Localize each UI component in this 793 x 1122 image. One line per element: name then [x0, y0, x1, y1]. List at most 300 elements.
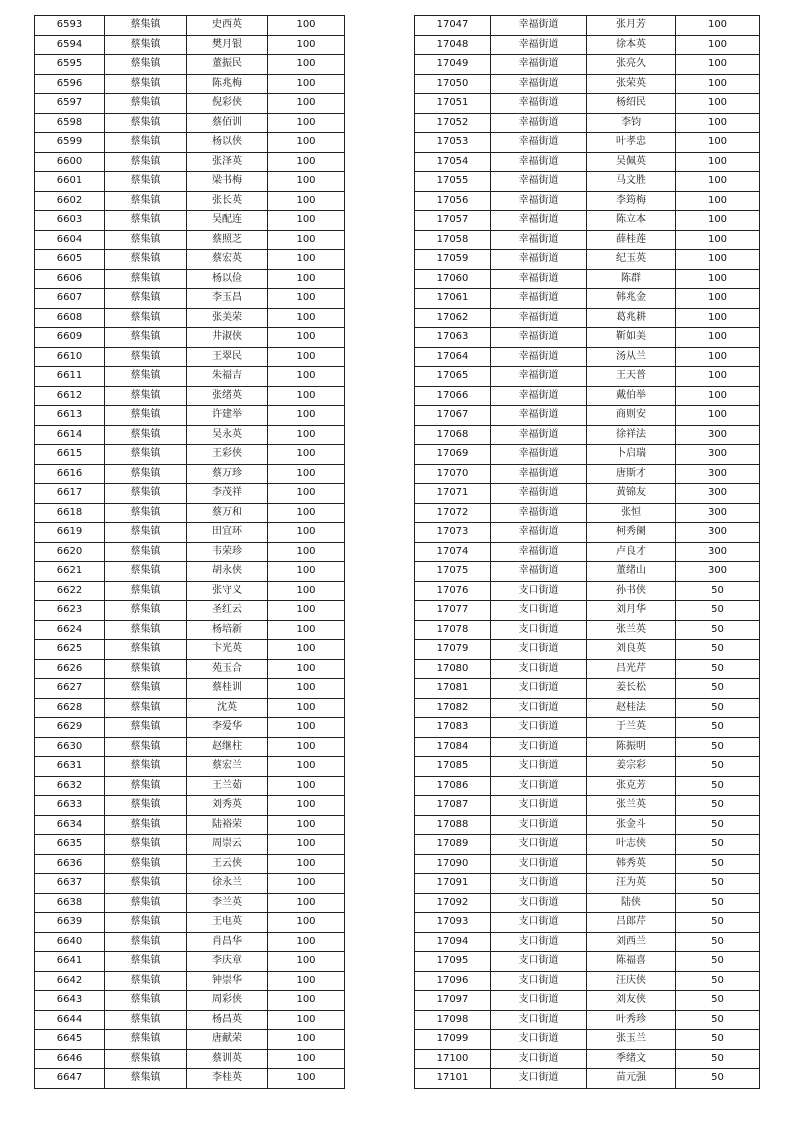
- name-cell: 韩秀英: [587, 854, 676, 874]
- amount-cell: 50: [676, 991, 760, 1011]
- amount-cell: 100: [676, 211, 760, 231]
- serial-number-cell: 6593: [35, 16, 105, 36]
- amount-cell: 50: [676, 854, 760, 874]
- name-cell: 商则安: [587, 406, 676, 426]
- serial-number-cell: 17078: [415, 620, 491, 640]
- table-row: [415, 74, 760, 94]
- name-cell: 胡永侠: [187, 562, 268, 582]
- name-cell: 张兰英: [587, 620, 676, 640]
- district-cell: 蔡集镇: [105, 913, 187, 933]
- district-cell: 蔡集镇: [105, 191, 187, 211]
- serial-number-cell: 17076: [415, 581, 491, 601]
- amount-cell: 100: [268, 464, 345, 484]
- table-row: [415, 1069, 760, 1089]
- name-cell: 张克芳: [587, 776, 676, 796]
- serial-number-cell: 17054: [415, 152, 491, 172]
- table-row: [415, 328, 760, 348]
- name-cell: 汪庆侠: [587, 971, 676, 991]
- serial-number-cell: 6647: [35, 1069, 105, 1089]
- amount-cell: 50: [676, 874, 760, 894]
- amount-cell: 100: [268, 815, 345, 835]
- table-row: [35, 464, 345, 484]
- table-row: [415, 835, 760, 855]
- district-cell: 蔡集镇: [105, 815, 187, 835]
- serial-number-cell: 6607: [35, 289, 105, 309]
- district-cell: 幸福街道: [491, 250, 587, 270]
- table-row: [415, 35, 760, 55]
- amount-cell: 100: [676, 289, 760, 309]
- name-cell: 叶孝忠: [587, 133, 676, 153]
- table-row: [415, 854, 760, 874]
- district-cell: 幸福街道: [491, 230, 587, 250]
- table-row: [35, 854, 345, 874]
- table-row: [35, 113, 345, 133]
- serial-number-cell: 17096: [415, 971, 491, 991]
- serial-number-cell: 17095: [415, 952, 491, 972]
- serial-number-cell: 17086: [415, 776, 491, 796]
- serial-number-cell: 6595: [35, 55, 105, 75]
- serial-number-cell: 6597: [35, 94, 105, 114]
- district-cell: 幸福街道: [491, 386, 587, 406]
- serial-number-cell: 6609: [35, 328, 105, 348]
- district-cell: 蔡集镇: [105, 854, 187, 874]
- name-cell: 李爱华: [187, 718, 268, 738]
- amount-cell: 300: [676, 464, 760, 484]
- district-cell: 幸福街道: [491, 503, 587, 523]
- table-row: [415, 542, 760, 562]
- table-row: [415, 503, 760, 523]
- amount-cell: 50: [676, 679, 760, 699]
- district-cell: 幸福街道: [491, 16, 587, 36]
- table-row: [415, 386, 760, 406]
- amount-cell: 100: [268, 640, 345, 660]
- amount-cell: 100: [268, 152, 345, 172]
- district-cell: 蔡集镇: [105, 893, 187, 913]
- name-cell: 姜长松: [587, 679, 676, 699]
- amount-cell: 100: [268, 406, 345, 426]
- amount-cell: 100: [268, 854, 345, 874]
- right-roster-table: [414, 15, 760, 1089]
- district-cell: 支口街道: [491, 835, 587, 855]
- amount-cell: 100: [268, 269, 345, 289]
- amount-cell: 100: [676, 94, 760, 114]
- table-row: [35, 952, 345, 972]
- amount-cell: 300: [676, 523, 760, 543]
- amount-cell: 100: [268, 484, 345, 504]
- district-cell: 支口街道: [491, 1010, 587, 1030]
- name-cell: 圣红云: [187, 601, 268, 621]
- table-row: [35, 406, 345, 426]
- name-cell: 张金斗: [587, 815, 676, 835]
- name-cell: 唐献荣: [187, 1030, 268, 1050]
- name-cell: 于兰英: [587, 718, 676, 738]
- name-cell: 叶志侠: [587, 835, 676, 855]
- amount-cell: 50: [676, 659, 760, 679]
- table-row: [415, 191, 760, 211]
- amount-cell: 50: [676, 601, 760, 621]
- table-row: [35, 35, 345, 55]
- amount-cell: 100: [268, 503, 345, 523]
- name-cell: 张守义: [187, 581, 268, 601]
- table-row: [415, 640, 760, 660]
- amount-cell: 50: [676, 718, 760, 738]
- district-cell: 幸福街道: [491, 523, 587, 543]
- district-cell: 幸福街道: [491, 425, 587, 445]
- table-row: [35, 230, 345, 250]
- amount-cell: 100: [268, 523, 345, 543]
- name-cell: 苗元强: [587, 1069, 676, 1089]
- table-row: [415, 620, 760, 640]
- name-cell: 杨绍民: [587, 94, 676, 114]
- serial-number-cell: 6613: [35, 406, 105, 426]
- serial-number-cell: 17081: [415, 679, 491, 699]
- table-row: [415, 464, 760, 484]
- serial-number-cell: 17048: [415, 35, 491, 55]
- name-cell: 唐斯才: [587, 464, 676, 484]
- table-row: [35, 913, 345, 933]
- table-row: [415, 55, 760, 75]
- name-cell: 陈兆梅: [187, 74, 268, 94]
- district-cell: 蔡集镇: [105, 445, 187, 465]
- serial-number-cell: 6594: [35, 35, 105, 55]
- name-cell: 王电英: [187, 913, 268, 933]
- district-cell: 幸福街道: [491, 562, 587, 582]
- name-cell: 陆裕荣: [187, 815, 268, 835]
- name-cell: 蔡宏兰: [187, 757, 268, 777]
- serial-number-cell: 6632: [35, 776, 105, 796]
- table-row: [35, 484, 345, 504]
- serial-number-cell: 6605: [35, 250, 105, 270]
- district-cell: 支口街道: [491, 737, 587, 757]
- district-cell: 幸福街道: [491, 542, 587, 562]
- name-cell: 梁书梅: [187, 172, 268, 192]
- serial-number-cell: 17092: [415, 893, 491, 913]
- district-cell: 蔡集镇: [105, 1069, 187, 1089]
- table-row: [415, 1049, 760, 1069]
- table-row: [415, 289, 760, 309]
- district-cell: 蔡集镇: [105, 347, 187, 367]
- amount-cell: 100: [676, 191, 760, 211]
- district-cell: 蔡集镇: [105, 640, 187, 660]
- table-row: [415, 230, 760, 250]
- table-row: [35, 874, 345, 894]
- serial-number-cell: 17049: [415, 55, 491, 75]
- district-cell: 支口街道: [491, 1069, 587, 1089]
- amount-cell: 100: [268, 991, 345, 1011]
- district-cell: 支口街道: [491, 893, 587, 913]
- table-row: [35, 1049, 345, 1069]
- serial-number-cell: 6604: [35, 230, 105, 250]
- name-cell: 蔡万和: [187, 503, 268, 523]
- name-cell: 蔡桂训: [187, 679, 268, 699]
- district-cell: 支口街道: [491, 1030, 587, 1050]
- district-cell: 蔡集镇: [105, 757, 187, 777]
- name-cell: 薛桂莲: [587, 230, 676, 250]
- amount-cell: 50: [676, 971, 760, 991]
- district-cell: 支口街道: [491, 620, 587, 640]
- name-cell: 柯秀阑: [587, 523, 676, 543]
- table-row: [415, 250, 760, 270]
- name-cell: 苑玉合: [187, 659, 268, 679]
- table-row: [415, 815, 760, 835]
- table-row: [35, 815, 345, 835]
- amount-cell: 100: [268, 679, 345, 699]
- name-cell: 陆侠: [587, 893, 676, 913]
- name-cell: 纪玉英: [587, 250, 676, 270]
- district-cell: 蔡集镇: [105, 74, 187, 94]
- name-cell: 张长英: [187, 191, 268, 211]
- amount-cell: 100: [676, 133, 760, 153]
- serial-number-cell: 6646: [35, 1049, 105, 1069]
- district-cell: 幸福街道: [491, 289, 587, 309]
- district-cell: 支口街道: [491, 679, 587, 699]
- name-cell: 肖昌华: [187, 932, 268, 952]
- name-cell: 刘友侠: [587, 991, 676, 1011]
- amount-cell: 50: [676, 737, 760, 757]
- table-row: [35, 191, 345, 211]
- table-row: [35, 16, 345, 36]
- district-cell: 幸福街道: [491, 464, 587, 484]
- table-row: [35, 776, 345, 796]
- name-cell: 陈群: [587, 269, 676, 289]
- amount-cell: 100: [268, 932, 345, 952]
- amount-cell: 100: [268, 893, 345, 913]
- name-cell: 周彩侠: [187, 991, 268, 1011]
- amount-cell: 100: [268, 308, 345, 328]
- table-row: [415, 971, 760, 991]
- amount-cell: 50: [676, 698, 760, 718]
- district-cell: 支口街道: [491, 776, 587, 796]
- serial-number-cell: 6627: [35, 679, 105, 699]
- amount-cell: 100: [268, 74, 345, 94]
- amount-cell: 300: [676, 445, 760, 465]
- table-row: [35, 796, 345, 816]
- name-cell: 张绪英: [187, 386, 268, 406]
- table-row: [415, 1030, 760, 1050]
- district-cell: 支口街道: [491, 991, 587, 1011]
- amount-cell: 100: [676, 308, 760, 328]
- serial-number-cell: 17099: [415, 1030, 491, 1050]
- district-cell: 蔡集镇: [105, 659, 187, 679]
- name-cell: 卢良才: [587, 542, 676, 562]
- serial-number-cell: 17051: [415, 94, 491, 114]
- serial-number-cell: 6624: [35, 620, 105, 640]
- table-row: [35, 503, 345, 523]
- serial-number-cell: 17089: [415, 835, 491, 855]
- table-row: [415, 152, 760, 172]
- district-cell: 蔡集镇: [105, 55, 187, 75]
- district-cell: 幸福街道: [491, 308, 587, 328]
- serial-number-cell: 6639: [35, 913, 105, 933]
- serial-number-cell: 6610: [35, 347, 105, 367]
- district-cell: 支口街道: [491, 796, 587, 816]
- serial-number-cell: 6614: [35, 425, 105, 445]
- amount-cell: 100: [268, 230, 345, 250]
- serial-number-cell: 17062: [415, 308, 491, 328]
- amount-cell: 100: [268, 718, 345, 738]
- district-cell: 幸福街道: [491, 152, 587, 172]
- serial-number-cell: 17070: [415, 464, 491, 484]
- table-row: [415, 94, 760, 114]
- serial-number-cell: 17079: [415, 640, 491, 660]
- serial-number-cell: 17065: [415, 367, 491, 387]
- name-cell: 杨昌英: [187, 1010, 268, 1030]
- table-row: [415, 1010, 760, 1030]
- amount-cell: 50: [676, 913, 760, 933]
- amount-cell: 50: [676, 640, 760, 660]
- name-cell: 韦荣珍: [187, 542, 268, 562]
- amount-cell: 100: [268, 971, 345, 991]
- amount-cell: 50: [676, 815, 760, 835]
- amount-cell: 100: [268, 620, 345, 640]
- serial-number-cell: 17080: [415, 659, 491, 679]
- district-cell: 支口街道: [491, 718, 587, 738]
- district-cell: 蔡集镇: [105, 484, 187, 504]
- amount-cell: 100: [268, 386, 345, 406]
- left-roster-table: [34, 15, 345, 1089]
- serial-number-cell: 17066: [415, 386, 491, 406]
- serial-number-cell: 6623: [35, 601, 105, 621]
- table-row: [415, 932, 760, 952]
- name-cell: 蔡万珍: [187, 464, 268, 484]
- name-cell: 张恒: [587, 503, 676, 523]
- serial-number-cell: 6616: [35, 464, 105, 484]
- name-cell: 刘月华: [587, 601, 676, 621]
- table-row: [35, 718, 345, 738]
- serial-number-cell: 17060: [415, 269, 491, 289]
- district-cell: 蔡集镇: [105, 113, 187, 133]
- amount-cell: 100: [676, 172, 760, 192]
- amount-cell: 100: [676, 328, 760, 348]
- name-cell: 蔡佰训: [187, 113, 268, 133]
- serial-number-cell: 17053: [415, 133, 491, 153]
- amount-cell: 50: [676, 1049, 760, 1069]
- amount-cell: 100: [268, 757, 345, 777]
- district-cell: 幸福街道: [491, 74, 587, 94]
- name-cell: 王彩侠: [187, 445, 268, 465]
- amount-cell: 100: [268, 367, 345, 387]
- name-cell: 马文胜: [587, 172, 676, 192]
- district-cell: 蔡集镇: [105, 289, 187, 309]
- name-cell: 杨以侠: [187, 133, 268, 153]
- table-row: [35, 367, 345, 387]
- amount-cell: 100: [268, 1010, 345, 1030]
- name-cell: 李钧: [587, 113, 676, 133]
- serial-number-cell: 6626: [35, 659, 105, 679]
- district-cell: 支口街道: [491, 952, 587, 972]
- serial-number-cell: 6631: [35, 757, 105, 777]
- table-row: [415, 757, 760, 777]
- serial-number-cell: 17100: [415, 1049, 491, 1069]
- serial-number-cell: 17075: [415, 562, 491, 582]
- district-cell: 蔡集镇: [105, 172, 187, 192]
- name-cell: 吕光芹: [587, 659, 676, 679]
- serial-number-cell: 17094: [415, 932, 491, 952]
- district-cell: 蔡集镇: [105, 601, 187, 621]
- left-table-body: [35, 16, 345, 1089]
- name-cell: 赵桂法: [587, 698, 676, 718]
- district-cell: 蔡集镇: [105, 874, 187, 894]
- table-row: [415, 796, 760, 816]
- table-row: [415, 913, 760, 933]
- amount-cell: 50: [676, 757, 760, 777]
- district-cell: 蔡集镇: [105, 94, 187, 114]
- name-cell: 许建举: [187, 406, 268, 426]
- amount-cell: 100: [268, 581, 345, 601]
- table-row: [35, 250, 345, 270]
- name-cell: 徐祥法: [587, 425, 676, 445]
- name-cell: 戴伯举: [587, 386, 676, 406]
- table-row: [35, 425, 345, 445]
- amount-cell: 100: [268, 542, 345, 562]
- table-row: [35, 737, 345, 757]
- amount-cell: 100: [268, 796, 345, 816]
- amount-cell: 100: [676, 74, 760, 94]
- district-cell: 支口街道: [491, 913, 587, 933]
- amount-cell: 100: [268, 737, 345, 757]
- name-cell: 钟崇华: [187, 971, 268, 991]
- table-row: [35, 152, 345, 172]
- district-cell: 幸福街道: [491, 94, 587, 114]
- table-row: [415, 562, 760, 582]
- table-row: [35, 328, 345, 348]
- district-cell: 蔡集镇: [105, 230, 187, 250]
- table-row: [35, 211, 345, 231]
- serial-number-cell: 6636: [35, 854, 105, 874]
- amount-cell: 100: [268, 835, 345, 855]
- serial-number-cell: 17084: [415, 737, 491, 757]
- name-cell: 董振民: [187, 55, 268, 75]
- serial-number-cell: 17101: [415, 1069, 491, 1089]
- name-cell: 赵继柱: [187, 737, 268, 757]
- amount-cell: 300: [676, 484, 760, 504]
- table-row: [35, 269, 345, 289]
- name-cell: 蔡照芝: [187, 230, 268, 250]
- serial-number-cell: 6638: [35, 893, 105, 913]
- serial-number-cell: 17090: [415, 854, 491, 874]
- name-cell: 董绪山: [587, 562, 676, 582]
- serial-number-cell: 17071: [415, 484, 491, 504]
- serial-number-cell: 6637: [35, 874, 105, 894]
- amount-cell: 100: [268, 698, 345, 718]
- table-row: [415, 269, 760, 289]
- district-cell: 幸福街道: [491, 347, 587, 367]
- district-cell: 幸福街道: [491, 367, 587, 387]
- table-row: [415, 172, 760, 192]
- serial-number-cell: 17083: [415, 718, 491, 738]
- table-row: [35, 1069, 345, 1089]
- serial-number-cell: 6629: [35, 718, 105, 738]
- serial-number-cell: 6600: [35, 152, 105, 172]
- table-row: [415, 484, 760, 504]
- name-cell: 李兰英: [187, 893, 268, 913]
- amount-cell: 100: [676, 16, 760, 36]
- serial-number-cell: 6620: [35, 542, 105, 562]
- serial-number-cell: 6628: [35, 698, 105, 718]
- serial-number-cell: 17064: [415, 347, 491, 367]
- name-cell: 陈立本: [587, 211, 676, 231]
- table-row: [415, 601, 760, 621]
- table-row: [415, 523, 760, 543]
- serial-number-cell: 6633: [35, 796, 105, 816]
- serial-number-cell: 17067: [415, 406, 491, 426]
- amount-cell: 100: [676, 152, 760, 172]
- serial-number-cell: 17047: [415, 16, 491, 36]
- serial-number-cell: 17077: [415, 601, 491, 621]
- table-row: [35, 757, 345, 777]
- table-row: [35, 1010, 345, 1030]
- name-cell: 徐本英: [587, 35, 676, 55]
